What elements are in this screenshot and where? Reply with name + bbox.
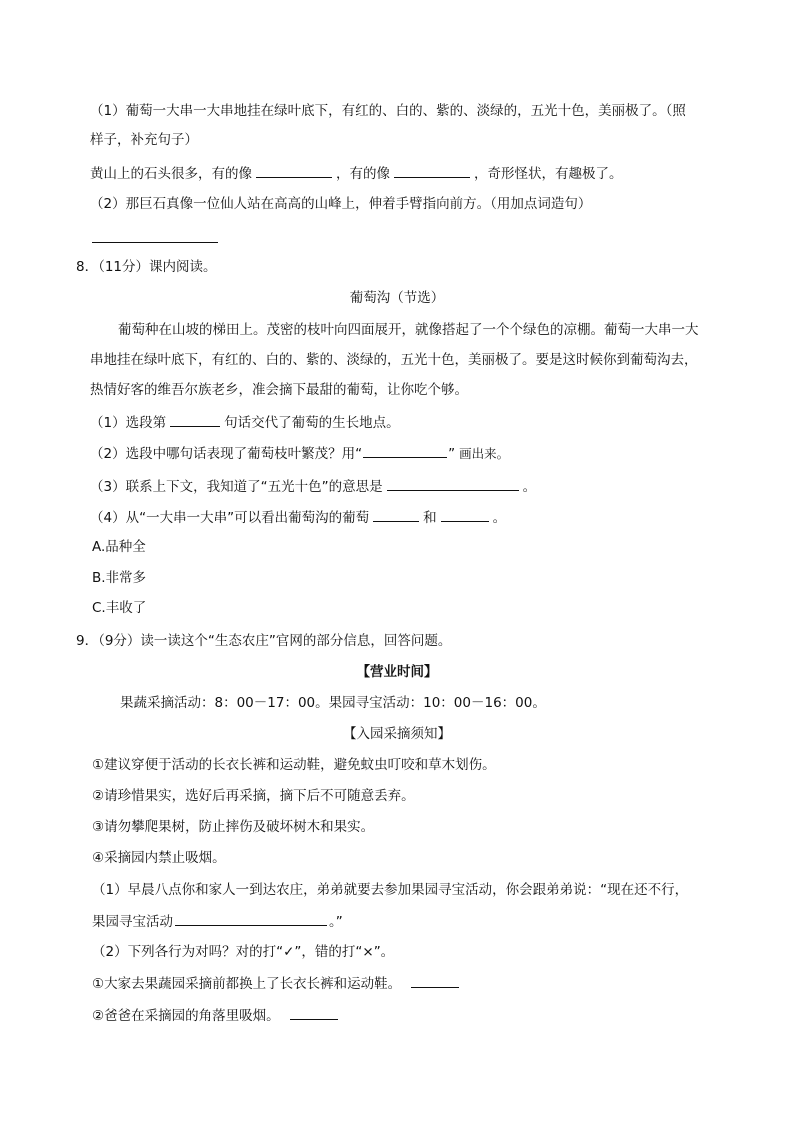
- q8-sub1-text-a: （1）选段第: [90, 415, 167, 431]
- q9-rule-1: ①建议穿便于活动的长衣长裤和运动鞋，避免蚊虫叮咬和草木划伤。: [92, 757, 496, 773]
- q9-hours-title: 【营业时间】: [356, 664, 438, 680]
- q7-answer-blank-2[interactable]: [394, 163, 470, 178]
- q8-option-c[interactable]: C.丰收了: [92, 600, 147, 616]
- q8-sub4-text-a: （4）从“一大串一大串”可以看出葡萄沟的葡萄: [90, 510, 370, 526]
- q8-sub4-blank-2[interactable]: [441, 507, 489, 522]
- q9-judge-1-text: ①大家去果蔬园采摘前都换上了长衣长裤和运动鞋。: [92, 976, 402, 992]
- q9-sub1-text-a: 果园寻宝活动: [92, 914, 173, 930]
- q8-sub3: [90, 476, 536, 497]
- q7-sub1-line1: （1）葡萄一大串一大串地挂在绿叶底下，有红的、白的、紫的、淡绿的，五光十色，美丽极了。（照: [90, 103, 686, 119]
- q8-passage-line3: 热情好客的维吾尔族老乡，准会摘下最甜的葡萄，让你吃个够。: [90, 382, 468, 398]
- q8-sub2: [90, 443, 509, 464]
- q8-sub3-blank[interactable]: [387, 476, 519, 491]
- q7-sub2: （2）那巨石真像一位仙人站在高高的山峰上，伸着手臂指向前方。（用加点词造句）: [90, 196, 592, 212]
- q9-rule-3: ③请勿攀爬果树，防止摔伤及破坏树木和果实。: [92, 819, 375, 835]
- q8-sub1-text-b: 句话交代了葡萄的生长地点。: [224, 415, 400, 431]
- q8-option-b[interactable]: B.非常多: [92, 570, 147, 586]
- q8-sub1: [90, 412, 400, 433]
- q9-sub2: （2）下列各行为对吗？对的打“✓”，错的打“×”。: [92, 944, 395, 960]
- q9-judge-2-text: ②爸爸在采摘园的角落里吸烟。: [92, 1008, 280, 1024]
- q8-sub2-underline-sample: [363, 443, 447, 458]
- q8-option-a[interactable]: A.品种全: [92, 539, 146, 555]
- q9-sub1-blank[interactable]: [175, 911, 327, 926]
- q8-passage-title: 葡萄沟（节选）: [349, 290, 445, 306]
- q7-sub1-line2: 样子，补充句子）: [90, 132, 198, 148]
- q8-sub2-text-a: （2）选段中哪句话表现了葡萄枝叶繁茂？用“: [90, 446, 363, 462]
- q8-sub2-text-c: 画出来。: [459, 446, 510, 461]
- q9-judge-2: [92, 1005, 342, 1026]
- q7-fill-text-b: ，有的像: [336, 166, 390, 182]
- q8-sub4-text-c: 。: [492, 510, 507, 526]
- q9-rule-2: ②请珍惜果实，选好后再采摘，摘下后不可随意丢弃。: [92, 788, 415, 804]
- q8-sub4: [90, 507, 506, 528]
- q7-sub1-fill-sentence: [90, 163, 623, 184]
- q9-sub1-line2: [92, 911, 343, 932]
- q8-sub2-text-b: ”: [448, 446, 456, 462]
- q9-judge-2-blank[interactable]: [290, 1005, 338, 1020]
- q8-passage-line2: 串地挂在绿叶底下，有红的、白的、紫的、淡绿的，五光十色，美丽极了。要是这时候你到葡萄沟去，: [90, 352, 698, 368]
- q8-sub4-text-b: 和: [423, 510, 437, 526]
- q9-sub1-text-b: 。”: [329, 914, 343, 930]
- q8-sub3-text-a: （3）联系上下文，我知道了“五光十色”的意思是: [90, 479, 383, 495]
- q9-header: 9．（9分）读一读这个“生态农庄”官网的部分信息，回答问题。: [76, 633, 452, 649]
- q7-sub2-answer-line[interactable]: [92, 228, 218, 249]
- q8-sub3-text-b: 。: [522, 479, 537, 495]
- q9-judge-1-blank[interactable]: [411, 973, 459, 988]
- q7-answer-blank-1[interactable]: [256, 163, 332, 178]
- q7-fill-text-c: ，奇形怪状，有趣极了。: [474, 166, 623, 182]
- q9-hours-text: 果蔬采摘活动：8：00－17：00。果园寻宝活动：10：00－16：00。: [120, 695, 546, 711]
- q9-judge-1: [92, 973, 463, 994]
- q7-fill-text-a: 黄山上的石头很多，有的像: [90, 166, 252, 182]
- q8-header: 8．（11分）课内阅读。: [76, 259, 217, 275]
- q9-rules-title: 【入园采摘须知】: [343, 726, 451, 742]
- q9-sub1-line1: （1）早晨八点你和家人一到达农庄，弟弟就要去参加果园寻宝活动，你会跟弟弟说：“现在还不行，: [92, 882, 689, 898]
- q9-rule-4: ④采摘园内禁止吸烟。: [92, 850, 226, 866]
- q8-sub1-blank[interactable]: [170, 412, 220, 427]
- q8-passage-line1: 葡萄种在山坡的梯田上。茂密的枝叶向四面展开，就像搭起了一个个绿色的凉棚。葡萄一大串一大: [118, 322, 699, 338]
- q8-sub4-blank-1[interactable]: [373, 507, 419, 522]
